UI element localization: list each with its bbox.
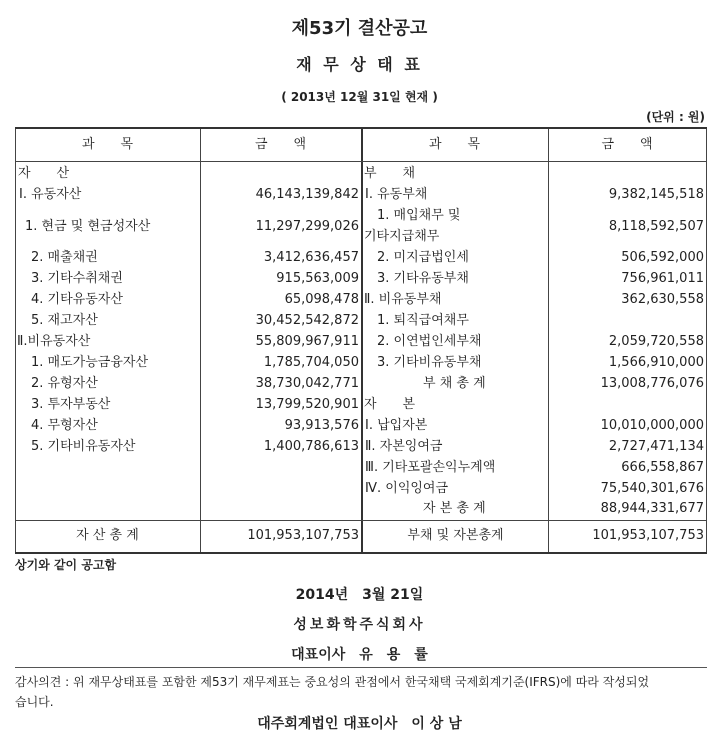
liability-row-label: 3. 기타유동부채 [377, 271, 469, 286]
equity-row-label: Ⅱ. 자본잉여금 [365, 439, 443, 454]
table-border-left [15, 129, 16, 552]
asset-row-amount: 11,297,299,026 [255, 219, 359, 234]
asset-row-amount: 65,098,478 [284, 292, 359, 307]
liability-row-amount: 756,961,011 [621, 271, 704, 286]
asset-row-amount: 3,412,636,457 [263, 250, 359, 265]
audit-opinion: 감사의견 : 위 재무상태표를 포함한 제53기 재무제표는 중요성의 관점에서 한국채택 국제회계기준(IFRS)에 따라 작성되었습니다. [15, 675, 650, 709]
equity-row-label: Ⅳ. 이익잉여금 [365, 481, 449, 496]
header-rule [15, 161, 707, 162]
table-center-divider [361, 129, 363, 552]
liability-row-amount: 9,382,145,518 [608, 187, 704, 202]
asset-row-label: 5. 재고자산 [31, 313, 98, 328]
balance-sheet-table [15, 127, 707, 554]
liability-total-amount: 13,008,776,076 [600, 376, 704, 391]
asset-row-label: 4. 기타유동자산 [31, 292, 123, 307]
asset-row-amount: 93,913,576 [284, 418, 359, 433]
total-liabilities-equity-label: 부채 및 자본총계 [407, 528, 504, 543]
total-assets-label: 자 산 총 계 [76, 528, 139, 543]
equity-row-amount: 75,540,301,676 [600, 481, 704, 496]
equity-row-label: Ⅰ. 납입자본 [365, 418, 428, 433]
statement-date: ( 2013년 12월 31일 현재 ) [281, 90, 438, 104]
asset-row-amount: 55,809,967,911 [255, 334, 359, 349]
asset-row-label: 3. 기타수취채권 [31, 271, 123, 286]
header-right-amount: 금 액 [601, 137, 653, 152]
equity-section-label: 자 본 [364, 397, 416, 412]
asset-row-label: Ⅱ.비유동자산 [17, 334, 91, 349]
header-right-item: 과 목 [428, 137, 481, 152]
asset-section-label: 자 산 [18, 166, 70, 181]
liability-row-amount [551, 310, 704, 331]
asset-row-label: 2. 유형자산 [31, 376, 98, 391]
total-rule [15, 520, 707, 521]
equity-row-amount: 10,010,000,000 [600, 418, 704, 433]
asset-row-amount: 13,799,520,901 [255, 397, 359, 412]
auditor-name: 대주회계법인 대표이사 이 상 남 [257, 716, 462, 732]
unit-label: (단위 : 원) [646, 110, 705, 124]
asset-row-amount: 30,452,542,872 [255, 313, 359, 328]
notice-statement: 상기와 같이 공고함 [15, 558, 117, 572]
ceo-name: 대표이사 유 용 률 [291, 647, 428, 663]
asset-row-amount: 915,563,009 [276, 271, 359, 286]
table-divider [200, 129, 201, 552]
table-divider [548, 129, 549, 552]
liability-row-label: 1. 매입채무 및 [377, 208, 461, 223]
liability-row-amount: 8,118,592,507 [608, 219, 704, 234]
asset-row-label: 4. 무형자산 [31, 418, 98, 433]
footer-divider [15, 667, 707, 668]
asset-row-label: 5. 기타비유동자산 [31, 439, 136, 454]
table-border-right [706, 129, 707, 552]
asset-row-label: 1. 매도가능금융자산 [31, 355, 148, 370]
liability-row-label: 3. 기타비유동부채 [377, 355, 482, 370]
asset-row-label: 1. 현금 및 현금성자산 [25, 219, 151, 234]
total-liabilities-equity-amount: 101,953,107,753 [592, 528, 704, 543]
asset-row-label: 3. 투자부동산 [31, 397, 111, 412]
notice-date: 2014년 3월 21일 [295, 587, 424, 603]
liability-total-label: 부 채 총 계 [423, 376, 486, 391]
liability-row-amount: 506,592,000 [621, 250, 704, 265]
asset-row-amount: 38,730,042,771 [255, 376, 359, 391]
liability-row-amount: 2,059,720,558 [608, 334, 704, 349]
asset-row-label: 2. 매출채권 [31, 250, 98, 265]
equity-row-amount: 666,558,867 [621, 460, 704, 475]
header-left-item: 과 목 [81, 137, 134, 152]
liability-row-label-continued: 기타지급채무 [364, 229, 440, 244]
liability-row-label: 1. 퇴직급여채무 [377, 313, 469, 328]
header-left-amount: 금 액 [254, 137, 307, 152]
liability-row-label: 2. 미지급법인세 [377, 250, 469, 265]
liability-row-amount: 1,566,910,000 [608, 355, 704, 370]
liability-row-amount: 362,630,558 [621, 292, 704, 307]
equity-row-label: Ⅲ. 기타포괄손익누계액 [365, 460, 496, 475]
notice-title: 제53기 결산공고 [291, 18, 428, 39]
total-assets-amount: 101,953,107,753 [247, 528, 359, 543]
equity-total-label: 자 본 총 계 [423, 501, 486, 516]
asset-row-amount: 1,785,704,050 [263, 355, 359, 370]
equity-total-amount: 88,944,331,677 [600, 501, 704, 516]
asset-row-label: Ⅰ. 유동자산 [19, 187, 82, 202]
liability-row-label: Ⅰ. 유동부채 [365, 187, 428, 202]
company-name: 성보화학주식회사 [293, 617, 426, 633]
liability-row-label: Ⅱ. 비유동부채 [364, 292, 442, 307]
statement-title: 재 무 상 태 표 [296, 55, 423, 74]
liability-section-label: 부 채 [364, 166, 416, 181]
equity-row-amount: 2,727,471,134 [608, 439, 704, 454]
asset-row-amount: 1,400,786,613 [263, 439, 359, 454]
asset-row-amount: 46,143,139,842 [255, 187, 359, 202]
liability-row-label: 2. 이연법인세부채 [377, 334, 482, 349]
